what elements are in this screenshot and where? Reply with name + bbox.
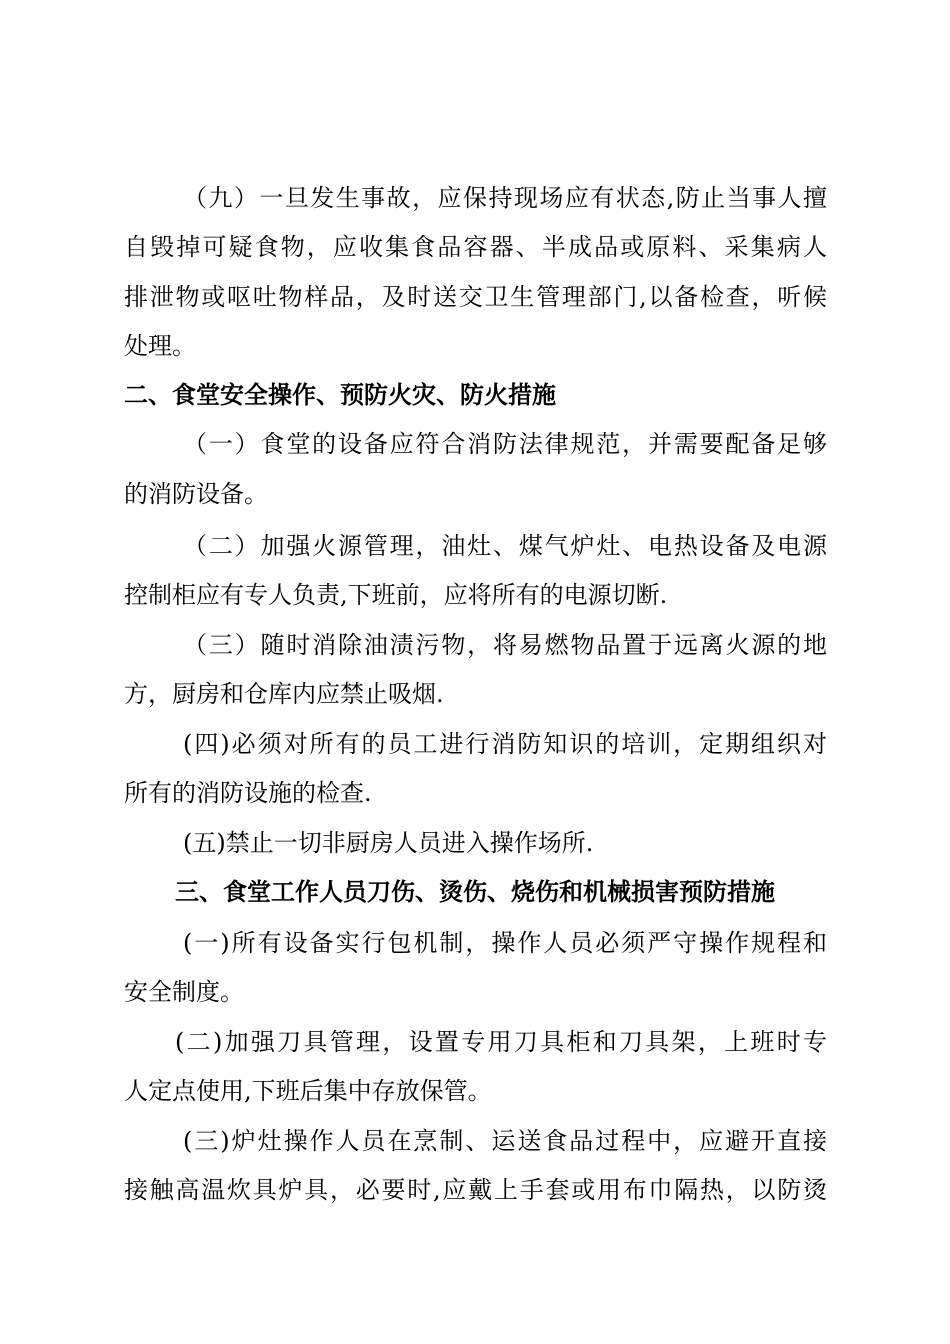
paragraph-line: 排泄物或呕吐物样品，及时送交卫生管理部门,以备检查，听候 [124, 283, 827, 311]
paragraph-line: 人定点使用,下班后集中存放保管。 [124, 1077, 492, 1105]
section-heading: 二、食堂安全操作、预防火灾、防火措施 [124, 381, 556, 409]
paragraph-line: (二)加强刀具管理，设置专用刀具柜和刀具架，上班时专 [175, 1028, 827, 1056]
paragraph-line: (一)所有设备实行包机制，操作人员必须严守操作规程和 [183, 929, 827, 957]
paragraph-line: 接触高温炊具炉具，必要时,应戴上手套或用布巾隔热，以防烫 [124, 1176, 827, 1204]
paragraph-line: (三)炉灶操作人员在烹制、运送食品过程中，应避开直接 [183, 1127, 827, 1155]
paragraph-line: 控制柜应有专人负责,下班前，应将所有的电源切断. [124, 581, 668, 609]
paragraph-line: 所有的消防设施的检查. [124, 779, 372, 807]
paragraph-line: (五)禁止一切非厨房人员进入操作场所. [183, 829, 594, 857]
paragraph-line: 处理。 [124, 332, 196, 360]
paragraph-line: （三）随时消除油渍污物，将易燃物品置于远离火源的地 [183, 631, 827, 659]
paragraph-line: (四)必须对所有的员工进行消防知识的培训，定期组织对 [183, 730, 827, 758]
paragraph-line: （一）食堂的设备应符合消防法律规范，并需要配备足够 [183, 430, 827, 458]
paragraph-line: 方，厨房和仓库内应禁止吸烟. [124, 680, 444, 708]
paragraph-line: （二）加强火源管理，油灶、煤气炉灶、电热设备及电源 [183, 532, 827, 560]
paragraph-line: （九）一旦发生事故，应保持现场应有状态,防止当事人擅 [183, 184, 827, 212]
paragraph-line: 安全制度。 [124, 978, 244, 1006]
paragraph-line: 自毁掉可疑食物，应收集食品容器、半成品或原料、采集病人 [124, 233, 827, 261]
section-heading: 三、食堂工作人员刀伤、烫伤、烧伤和机械损害预防措施 [175, 878, 775, 906]
paragraph-line: 的消防设备。 [124, 480, 268, 508]
